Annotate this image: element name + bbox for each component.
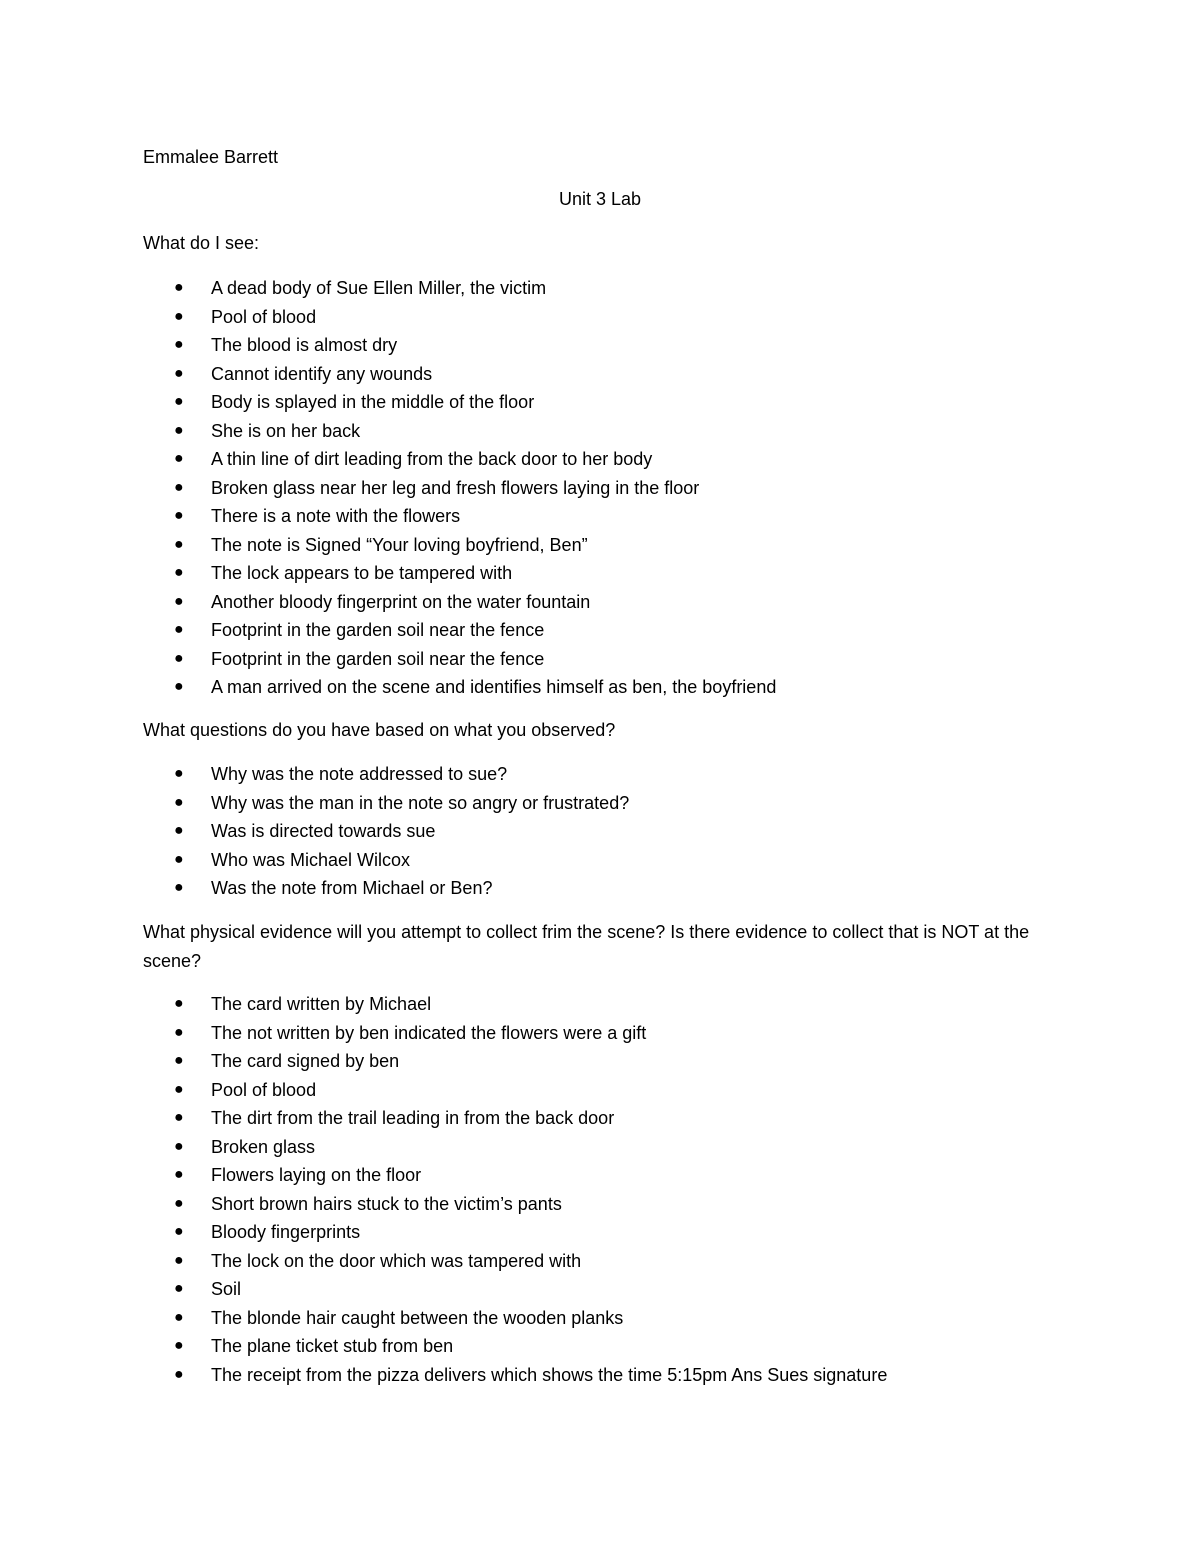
bullet-icon: ● xyxy=(174,279,184,296)
bullet-icon: ● xyxy=(174,336,184,353)
list-item-text: The note is Signed “Your loving boyfriend, Ben” xyxy=(211,534,588,555)
list-item xyxy=(0,502,776,531)
bullet-icon: ● xyxy=(174,393,184,410)
bullet-icon: ● xyxy=(174,592,184,610)
list-item-text: Pool of blood xyxy=(211,306,317,327)
bullet-icon: ● xyxy=(174,507,184,524)
bullet-icon: ● xyxy=(174,1280,184,1297)
bullet-icon: ● xyxy=(174,1337,184,1354)
list-item xyxy=(0,789,629,818)
list-item xyxy=(0,1047,887,1076)
list-item-text: The plane ticket stub from ben xyxy=(211,1336,454,1356)
list-item-text: There is a note with the flowers xyxy=(211,506,461,526)
list-item-text: Footprint in the garden soil near the fence xyxy=(211,620,545,640)
list-item-text: The card written by Michael xyxy=(211,994,432,1014)
bullet-icon: ● xyxy=(174,793,184,811)
bullet-icon: ● xyxy=(174,364,184,382)
bullet-icon: ● xyxy=(174,678,184,695)
bullet-icon: ● xyxy=(174,450,184,467)
list-item-text: The blonde hair caught between the wooden planks xyxy=(211,1307,624,1328)
list-item xyxy=(0,1019,887,1048)
list-item-text: The lock on the door which was tampered with xyxy=(211,1250,582,1271)
list-item-text: Was the note from Michael or Ben? xyxy=(211,878,493,898)
list-item-text: Flowers laying on the floor xyxy=(211,1165,422,1185)
list-item-text: Pool of blood xyxy=(211,1079,317,1100)
bullet-icon: ● xyxy=(174,1137,184,1155)
list-item xyxy=(0,1247,887,1276)
list-item xyxy=(0,645,776,674)
bullet-icon: ● xyxy=(174,1109,184,1126)
section-heading-observations: What do I see: xyxy=(143,233,260,253)
list-item xyxy=(0,1104,887,1133)
list-item xyxy=(0,1361,887,1390)
list-item-text: Why was the note addressed to sue? xyxy=(211,764,508,784)
list-item-text: Why was the man in the note so angry or frustrated? xyxy=(211,792,630,813)
list-item xyxy=(0,874,629,903)
list-item xyxy=(0,1133,887,1162)
bullet-icon: ● xyxy=(174,1194,184,1212)
list-item xyxy=(0,1218,887,1247)
bullet-icon: ● xyxy=(174,995,184,1012)
list-item-text: The lock appears to be tampered with xyxy=(211,563,513,583)
list-item xyxy=(0,274,776,303)
bullet-icon: ● xyxy=(174,1365,184,1383)
list-item xyxy=(0,388,776,417)
bullet-icon: ● xyxy=(174,1223,184,1240)
list-item-text: A dead body of Sue Ellen Miller, the victim xyxy=(211,278,547,298)
list-item xyxy=(0,846,629,875)
bullet-icon: ● xyxy=(174,478,184,496)
bullet-icon: ● xyxy=(174,822,184,839)
list-item xyxy=(0,531,776,560)
list-item xyxy=(0,990,887,1019)
list-item xyxy=(0,360,776,389)
questions-list xyxy=(0,760,629,903)
bullet-icon: ● xyxy=(174,879,184,896)
list-item xyxy=(0,817,629,846)
evidence-list xyxy=(0,990,887,1389)
list-item xyxy=(0,445,776,474)
list-item xyxy=(0,1076,887,1105)
list-item-text: Soil xyxy=(211,1279,242,1299)
bullet-icon: ● xyxy=(174,421,184,439)
list-item-text: The receipt from the pizza delivers which shows the time 5:15pm Ans Sues signature xyxy=(211,1364,888,1385)
list-item xyxy=(0,1275,887,1304)
list-item xyxy=(0,1304,887,1333)
author-name: Emmalee Barrett xyxy=(143,147,279,167)
bullet-icon: ● xyxy=(174,307,184,325)
bullet-icon: ● xyxy=(174,1308,184,1326)
list-item-text: Short brown hairs stuck to the victim’s pants xyxy=(211,1193,562,1214)
list-item-text: The card signed by ben xyxy=(211,1051,400,1071)
list-item-text: Bloody fingerprints xyxy=(211,1222,361,1242)
list-item-text: The dirt from the trail leading in from the back door xyxy=(211,1108,615,1128)
bullet-icon: ● xyxy=(174,1166,184,1183)
list-item xyxy=(0,1161,887,1190)
list-item xyxy=(0,331,776,360)
document-title: Unit 3 Lab xyxy=(558,189,642,209)
list-item-text: Was is directed towards sue xyxy=(211,821,436,841)
list-item xyxy=(0,1332,887,1361)
list-item-text: A thin line of dirt leading from the back door to her body xyxy=(211,449,653,469)
observations-list xyxy=(0,274,776,702)
list-item xyxy=(0,303,776,332)
bullet-icon: ● xyxy=(174,1080,184,1098)
bullet-icon: ● xyxy=(174,1052,184,1069)
list-item-text: Body is splayed in the middle of the floor xyxy=(211,392,535,412)
bullet-icon: ● xyxy=(174,850,184,868)
bullet-icon: ● xyxy=(174,765,184,782)
list-item-text: Who was Michael Wilcox xyxy=(211,849,411,870)
bullet-icon: ● xyxy=(174,564,184,581)
list-item-text: A man arrived on the scene and identifies himself as ben, the boyfriend xyxy=(211,677,777,697)
section-heading-evidence: What physical evidence will you attempt to collect frim the scene? Is there evidence to collect that is NOT at the scene? xyxy=(143,922,1030,971)
bullet-icon: ● xyxy=(174,649,184,667)
list-item xyxy=(0,559,776,588)
list-item xyxy=(0,474,776,503)
list-item xyxy=(0,616,776,645)
bullet-icon: ● xyxy=(174,1251,184,1269)
list-item-text: Broken glass near her leg and fresh flowers laying in the floor xyxy=(211,477,700,498)
list-item-text: The blood is almost dry xyxy=(211,335,398,355)
list-item xyxy=(0,760,629,789)
bullet-icon: ● xyxy=(174,1023,184,1041)
section-heading-questions: What questions do you have based on what you observed? xyxy=(143,720,616,740)
list-item xyxy=(0,588,776,617)
list-item-text: Footprint in the garden soil near the fence xyxy=(211,648,545,669)
list-item-text: Cannot identify any wounds xyxy=(211,363,433,384)
list-item-text: She is on her back xyxy=(211,420,361,441)
list-item-text: Broken glass xyxy=(211,1136,316,1157)
list-item-text: The not written by ben indicated the flowers were a gift xyxy=(211,1022,647,1043)
list-item xyxy=(0,673,776,702)
list-item xyxy=(0,417,776,446)
list-item-text: Another bloody fingerprint on the water fountain xyxy=(211,591,591,612)
bullet-icon: ● xyxy=(174,621,184,638)
list-item xyxy=(0,1190,887,1219)
bullet-icon: ● xyxy=(174,535,184,553)
